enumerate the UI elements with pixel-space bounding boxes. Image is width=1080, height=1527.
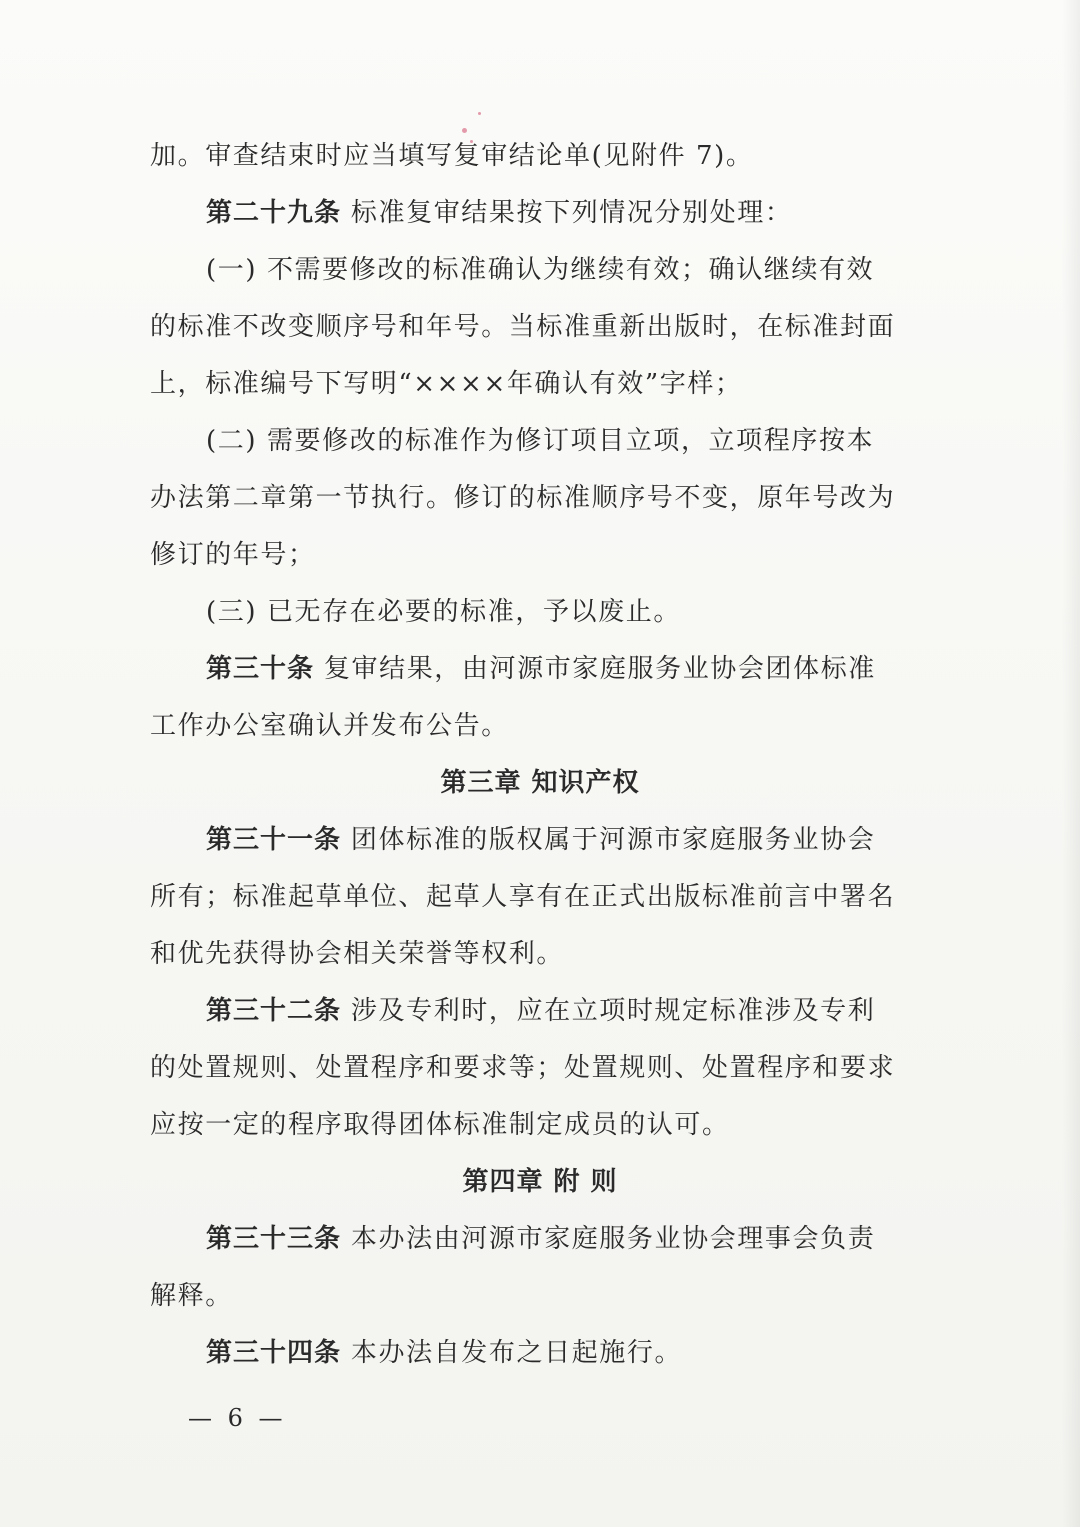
paragraph-line <box>150 299 930 356</box>
line-text: 办法第二章第一节执行。修订的标准顺序号不变，原年号改为 <box>150 483 896 513</box>
line-text: 工作办公室确认并发布公告。 <box>150 711 509 741</box>
line-text: 所有；标准起草单位、起草人享有在正式出版标准前言中署名 <box>150 882 896 912</box>
article-label: 第三十一条 <box>206 825 342 855</box>
ink-speck <box>478 112 481 115</box>
page-edge-shadow <box>1062 0 1080 1527</box>
article-33 <box>150 1211 930 1268</box>
line-text: 修订的年号； <box>150 540 316 570</box>
article-label: 第三十二条 <box>206 996 342 1026</box>
paragraph-line <box>150 1097 930 1154</box>
article-text: 本办法由河源市家庭服务业协会理事会负责 <box>350 1224 876 1254</box>
article-label: 第三十四条 <box>206 1338 342 1368</box>
article-text: 标准复审结果按下列情况分别处理： <box>350 198 793 228</box>
article-29 <box>150 185 930 242</box>
line-text: 的标准不改变顺序号和年号。当标准重新出版时，在标准封面 <box>150 312 896 342</box>
paragraph-line <box>150 527 930 584</box>
paragraph-line <box>150 869 930 926</box>
line-text: 和优先获得协会相关荣誉等权利。 <box>150 939 565 969</box>
paragraph-line <box>150 926 930 983</box>
article-text: 涉及专利时，应在立项时规定标准涉及专利 <box>350 996 876 1026</box>
line-text: (三) 已无存在必要的标准，予以废止。 <box>206 597 681 627</box>
page-number: — 6 — <box>188 1404 287 1432</box>
line-text: (二) 需要修改的标准作为修订项目立项，立项程序按本 <box>206 426 875 456</box>
line-text: 解释。 <box>150 1281 233 1311</box>
paragraph-line <box>150 698 930 755</box>
article-30 <box>150 641 930 698</box>
article-34 <box>150 1325 930 1382</box>
line-text: 应按一定的程序取得团体标准制定成员的认可。 <box>150 1110 730 1140</box>
article-text: 复审结果，由河源市家庭服务业协会团体标准 <box>323 654 876 684</box>
paragraph-line <box>150 356 930 413</box>
line-text: 的处置规则、处置程序和要求等；处置规则、处置程序和要求 <box>150 1053 896 1083</box>
paragraph-line <box>150 242 930 299</box>
paragraph-line <box>150 128 930 185</box>
article-31 <box>150 812 930 869</box>
paragraph-line <box>150 470 930 527</box>
article-label: 第二十九条 <box>206 198 342 228</box>
line-text: (一) 不需要修改的标准确认为继续有效；确认继续有效 <box>206 255 875 285</box>
paragraph-line <box>150 1040 930 1097</box>
chapter-heading: 第四章 附 则 <box>462 1167 618 1197</box>
document-body <box>150 128 930 1382</box>
article-label: 第三十三条 <box>206 1224 342 1254</box>
line-text: 上，标准编号下写明“××××年确认有效”字样； <box>150 369 743 399</box>
chapter-heading: 第三章 知识产权 <box>440 768 640 798</box>
article-32 <box>150 983 930 1040</box>
line-text: 加。审查结束时应当填写复审结论单(见附件 7)。 <box>150 141 754 171</box>
article-text: 团体标准的版权属于河源市家庭服务业协会 <box>350 825 876 855</box>
article-text: 本办法自发布之日起施行。 <box>350 1338 683 1368</box>
paragraph-line <box>150 584 930 641</box>
paragraph-line <box>150 1268 930 1325</box>
paragraph-line <box>150 413 930 470</box>
article-label: 第三十条 <box>206 654 315 684</box>
